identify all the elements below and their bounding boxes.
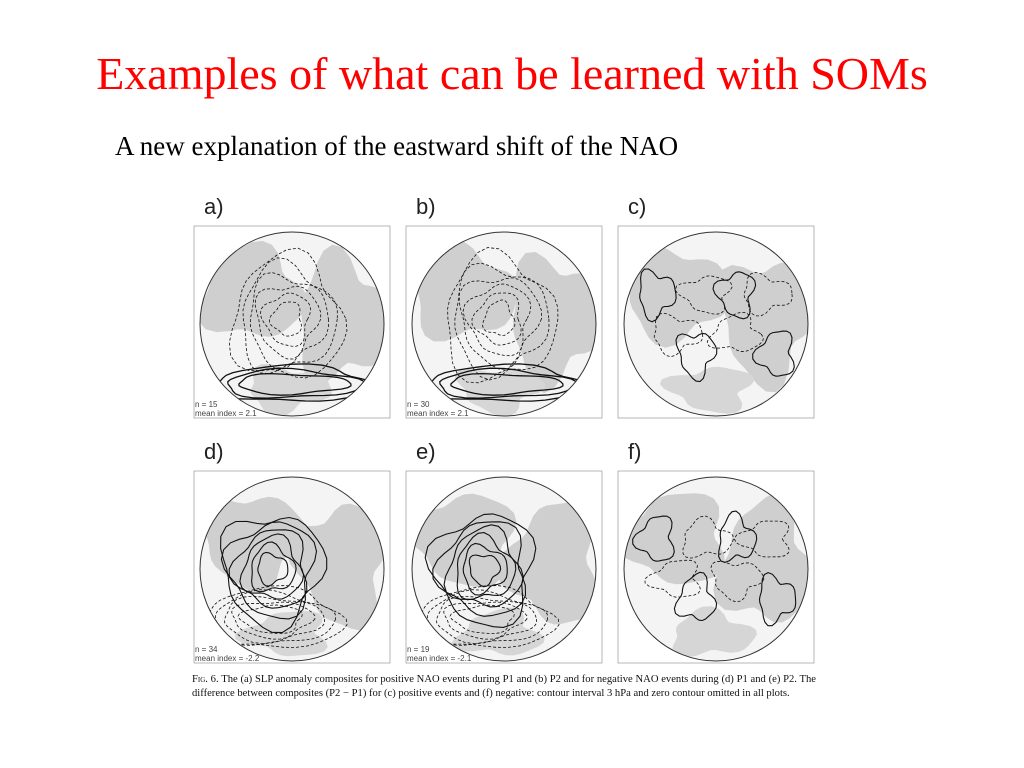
mean-index: mean index = 2.1 [195,409,257,418]
event-count: n = 30 [407,400,430,409]
polar-map [192,224,392,420]
panel-f [616,435,816,665]
polar-map [404,469,604,665]
mean-index: mean index = -2.1 [407,654,472,663]
event-count: n = 19 [407,645,430,654]
polar-map [404,224,604,420]
panel-e [404,435,604,665]
caption-fig-label: Fig. 6. [192,674,219,685]
panel-letter: f) [628,439,642,464]
figure-caption [192,673,816,701]
nao-composite-figure [192,190,816,720]
event-count: n = 15 [195,400,218,409]
event-count: n = 34 [195,645,218,654]
caption-text: The (a) SLP anomaly composites for positive NAO events during P1 and (b) P2 and for negative NAO events during (d) P1 and (e) P2. The difference between composites (P2 − P1) for (c) positive events and (f) negative: contour interval 3 hPa and zero contour omitted in all plots. [192,674,816,699]
panel-letter: b) [416,194,436,219]
mean-index: mean index = -2.2 [195,654,260,663]
mean-index: mean index = 2.1 [407,409,469,418]
panel-letter: c) [628,194,647,219]
polar-map [192,469,392,665]
panel-c [616,190,816,420]
panel-a [192,190,392,420]
panel-d [192,435,392,665]
slide-subtitle: A new explanation of the eastward shift of the NAO [115,131,679,161]
polar-map [616,469,816,665]
panel-letter: d) [204,439,224,464]
panel-letter: a) [204,194,224,219]
panel-b [404,190,604,420]
slide-title: Examples of what can be learned with SOMs [96,48,928,99]
polar-map [616,224,816,420]
panel-letter: e) [416,439,436,464]
